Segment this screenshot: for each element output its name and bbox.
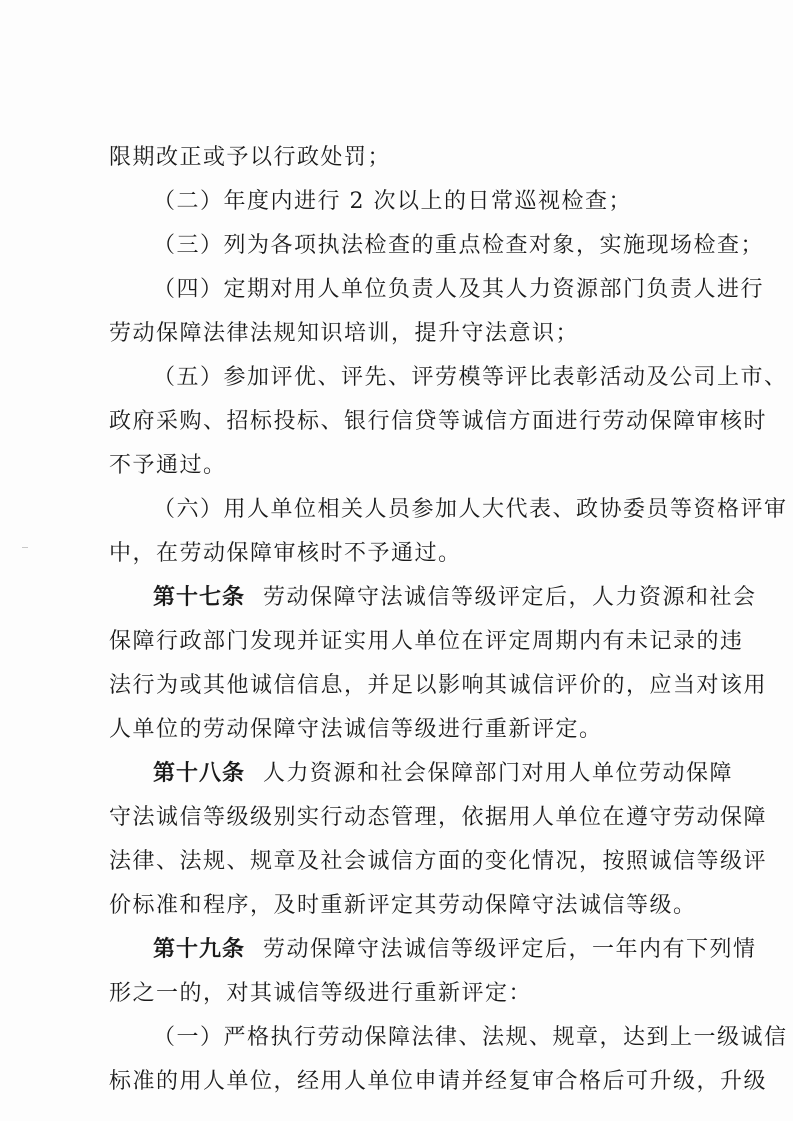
text-line: （四）定期对用人单位负责人及其人力资源部门负责人进行	[153, 277, 765, 302]
article-18-heading: 第十八条	[153, 761, 246, 786]
text-line: （三）列为各项执法检查的重点检查对象，实施现场检查；	[153, 233, 765, 258]
text-line: （一）严格执行劳动保障法律、法规、规章，达到上一级诚信	[153, 1025, 788, 1050]
margin-mark	[22, 547, 28, 548]
text-line: 守法诚信等级级别实行动态管理，依据用人单位在遵守劳动保障	[109, 805, 768, 830]
article-19-first-line	[153, 930, 757, 970]
text-line: 法律、法规、规章及社会诚信方面的变化情况，按照诚信等级评	[109, 849, 768, 874]
text-line: （六）用人单位相关人员参加人大代表、政协委员等资格评审	[153, 497, 788, 522]
text-line: 劳动保障法律法规知识培训，提升守法意识；	[109, 321, 580, 346]
text-line: 保障行政部门发现并证实用人单位在评定周期内有未记录的违	[109, 629, 744, 654]
text-line: 人单位的劳动保障守法诚信等级进行重新评定。	[109, 717, 603, 742]
text-line: 限期改正或予以行政处罚；	[109, 145, 392, 170]
text-line: 法行为或其他诚信信息，并足以影响其诚信评价的，应当对该用	[109, 673, 768, 698]
text-line: （二）年度内进行 2 次以上的日常巡视检查；	[153, 189, 632, 214]
text-line: 形之一的，对其诚信等级进行重新评定：	[109, 981, 533, 1006]
text-line: 政府采购、招标投标、银行信贷等诚信方面进行劳动保障审核时	[109, 409, 768, 434]
text-line: 价标准和程序，及时重新评定其劳动保障守法诚信等级。	[109, 893, 697, 918]
article-17-heading: 第十七条	[153, 585, 246, 610]
text-line: （五）参加评优、评先、评劳模等评比表彰活动及公司上市、	[153, 365, 788, 390]
text-line: 人力资源和社会保障部门对用人单位劳动保障	[263, 761, 734, 786]
article-19-heading: 第十九条	[153, 937, 246, 962]
text-line: 标准的用人单位，经用人单位申请并经复审合格后可升级，升级	[109, 1069, 768, 1094]
article-18-first-line	[153, 754, 734, 794]
text-line: 不予通过。	[109, 453, 227, 478]
text-line: 劳动保障守法诚信等级评定后，人力资源和社会	[263, 585, 757, 610]
article-17-first-line	[153, 578, 757, 618]
text-line: 劳动保障守法诚信等级评定后，一年内有下列情	[263, 937, 757, 962]
text-line: 中，在劳动保障审核时不予通过。	[109, 541, 462, 566]
